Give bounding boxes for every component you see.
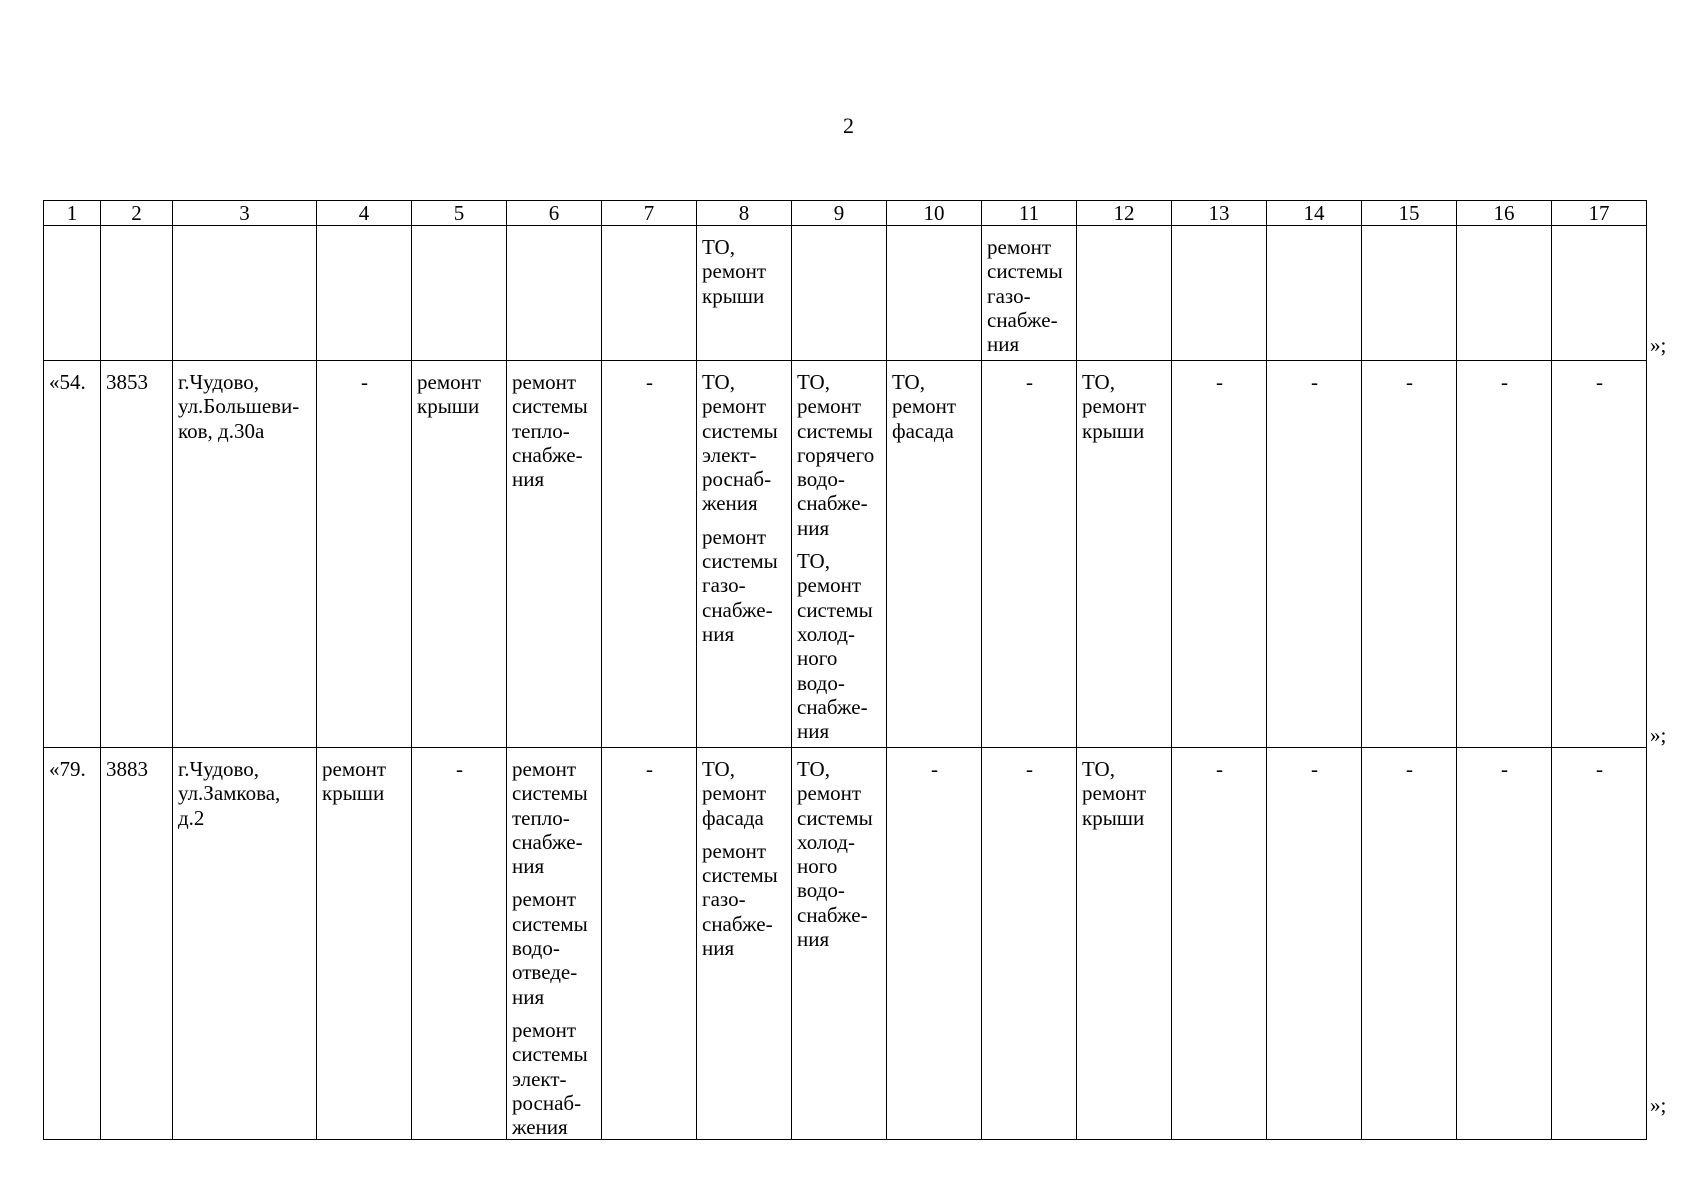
cell-text-line: системы [797,597,873,622]
cell-text-line: д.2 [178,805,205,830]
table-row [44,748,1647,1140]
table-cell [507,226,602,361]
table-cell [1172,361,1267,748]
cell-text-line: - [646,757,653,781]
table-cell [982,361,1077,748]
cell-text-block [49,370,96,394]
table-cell [697,226,792,361]
cell-text-block [512,887,597,1008]
table-cell [1457,748,1552,1140]
cell-text-line: жения [512,1115,568,1140]
cell-text-line: системы [702,549,778,574]
column-number-cell: 4 [317,201,412,226]
cell-text-block [987,757,1072,781]
cell-text-line: ТО, [797,757,830,781]
cell-text-line: системы [797,418,873,443]
table-cell [507,748,602,1140]
cell-text-block [702,839,787,960]
cell-text-line: - [1026,370,1033,394]
cell-text-line: водо- [797,467,845,492]
cell-text-line: газо- [987,283,1031,308]
repair-schedule-table [43,200,1647,1140]
cell-text-line: ремонт [987,235,1052,259]
cell-text-line: фасада [892,418,954,443]
cell-text-line: ТО, [702,235,735,259]
cell-text-line: роснаб- [512,1090,582,1115]
cell-text-block [417,757,502,781]
cell-text-line: крыши [1082,805,1145,830]
cell-text-line: ния [987,332,1020,357]
cell-text-line: снабже- [512,442,583,467]
cell-text-line: ния [797,515,830,540]
cell-text-line: ремонт [1082,781,1147,806]
cell-text-block [178,370,312,443]
column-number-cell: 10 [887,201,982,226]
cell-text-line: ТО, [702,757,735,781]
cell-text-line: ремонт [702,259,767,284]
cell-text-line: системы [512,911,588,936]
cell-text-line: крыши [322,781,385,806]
cell-text-block [702,525,787,646]
table-cell [982,748,1077,1140]
column-number-cell: 3 [173,201,317,226]
cell-text-line: - [1216,757,1223,781]
table-cell [412,226,507,361]
table-cell [887,748,982,1140]
cell-text-line: ул.Большеви- [178,394,300,419]
table-cell [412,748,507,1140]
cell-text-block [106,757,168,781]
table-cell [173,361,317,748]
table-cell [101,748,173,1140]
cell-text-block [1082,370,1167,443]
cell-text-line: ремонт [702,838,767,863]
cell-text-line: водо- [797,878,845,903]
cell-text-line: фасада [702,805,764,830]
cell-text-block [892,370,977,443]
cell-text-line: ния [512,854,545,879]
cell-text-line: ремонт [797,394,862,419]
cell-text-line: ков, д.30а [178,418,265,443]
cell-text-line: ТО, [702,370,735,394]
cell-text-block [1367,757,1452,781]
cell-text-line: крыши [1082,418,1145,443]
cell-text-block [512,1018,597,1139]
cell-text-line: элект- [702,442,757,467]
table-cell [697,361,792,748]
table-cell [697,748,792,1140]
table-cell [1552,748,1647,1140]
cell-text-line: снабже- [797,694,868,719]
column-number-cell: 9 [792,201,887,226]
cell-text-line: ния [512,984,545,1009]
cell-text-line: холод- [797,829,855,854]
cell-text-line: ремонт [702,394,767,419]
cell-text-line: системы [512,394,588,419]
table-cell [1267,748,1362,1140]
row-closing-quote: »; [1650,723,1667,747]
cell-text-block [702,757,787,830]
cell-text-block [1272,370,1357,394]
cell-text-line: ремонт [512,887,577,912]
cell-text-line: ремонт [417,370,482,394]
cell-text-line: ТО, [892,370,925,394]
table-cell [44,226,101,361]
table-cell [602,226,697,361]
table-cell [412,361,507,748]
cell-text-line: ния [702,621,735,646]
table-row [44,361,1647,748]
table-cell [101,361,173,748]
table-cell [1362,226,1457,361]
column-number-row [44,201,1647,226]
cell-text-block [1082,757,1167,830]
cell-text-line: холод- [797,621,855,646]
cell-text-line: ния [702,936,735,961]
cell-text-line: - [1596,370,1603,394]
cell-text-line: ремонт [512,370,577,394]
cell-text-line: ТО, [1082,757,1115,781]
cell-text-line: - [1026,757,1033,781]
row-closing-quote: »; [1650,1093,1667,1117]
cell-text-line: ния [797,927,830,952]
cell-text-line: отведе- [512,960,578,985]
cell-text-block [417,370,502,419]
cell-text-line: г.Чудово, [178,757,260,781]
table-cell [887,361,982,748]
cell-text-block [1557,370,1642,394]
cell-text-line: водо- [512,936,560,961]
cell-text-line: крыши [702,283,765,308]
cell-text-line: ния [512,467,545,492]
cell-text-line: снабже- [702,911,773,936]
cell-text-line: - [1596,757,1603,781]
cell-text-block [702,235,787,308]
cell-text-block [987,370,1072,394]
table-cell [1362,361,1457,748]
cell-text-line: 3853 [106,370,148,394]
cell-text-line: тепло- [512,805,570,830]
table-cell [1552,361,1647,748]
column-number-cell: 1 [44,201,101,226]
cell-text-line: ремонт [512,757,577,781]
table-cell [1077,748,1172,1140]
cell-text-line: газо- [702,573,746,598]
cell-text-line: г.Чудово, [178,370,260,394]
table-cell [887,226,982,361]
cell-text-line: горячего [797,442,875,467]
cell-text-line: - [1501,370,1508,394]
cell-text-line: ния [797,719,830,744]
table-cell [1457,361,1552,748]
table-cell [982,226,1077,361]
cell-text-line: - [1501,757,1508,781]
cell-text-block [49,757,96,781]
cell-text-line: водо- [797,670,845,695]
cell-text-block [1272,757,1357,781]
column-number-cell: 11 [982,201,1077,226]
cell-text-line: системы [512,1042,588,1067]
cell-text-line: ремонт [892,394,957,419]
table-cell [1552,226,1647,361]
table-cell [1267,226,1362,361]
cell-text-line: снабже- [797,491,868,516]
cell-text-line: снабже- [702,597,773,622]
page-number: 2 [843,113,854,138]
column-number-cell: 17 [1552,201,1647,226]
cell-text-line: - [1406,370,1413,394]
cell-text-line: системы [987,259,1063,284]
table-cell [173,226,317,361]
cell-text-block [1177,757,1262,781]
cell-text-line: «54. [49,370,86,394]
cell-text-line: ремонт [797,781,862,806]
cell-text-line: ного [797,646,838,671]
cell-text-line: - [456,757,463,781]
cell-text-line: снабже- [797,902,868,927]
cell-text-line: газо- [702,887,746,912]
cell-text-line: - [1216,370,1223,394]
cell-text-line: - [646,370,653,394]
cell-text-block [797,757,882,951]
cell-text-block [1367,370,1452,394]
table-cell [101,226,173,361]
cell-text-block [322,370,407,394]
cell-text-block [512,757,597,878]
cell-text-line: ТО, [1082,370,1115,394]
table-cell [792,361,887,748]
table-cell [44,361,101,748]
cell-text-line: крыши [417,394,480,419]
cell-text-line: роснаб- [702,467,772,492]
table-cell [602,361,697,748]
cell-text-line: 3883 [106,757,148,781]
column-number-cell: 2 [101,201,173,226]
cell-text-line: элект- [512,1066,567,1091]
column-number-cell: 5 [412,201,507,226]
cell-text-block [106,370,168,394]
cell-text-block [797,549,882,743]
cell-text-block [1557,757,1642,781]
column-number-cell: 7 [602,201,697,226]
table-cell [173,748,317,1140]
table-cell [602,748,697,1140]
cell-text-line: ного [797,854,838,879]
cell-text-block [702,370,787,516]
table-cell [792,748,887,1140]
column-number-cell: 13 [1172,201,1267,226]
cell-text-block [607,370,692,394]
cell-text-line: ул.Замкова, [178,781,281,806]
cell-text-line: ремонт [797,573,862,598]
cell-text-block [1462,370,1547,394]
table-cell [317,361,412,748]
table-cell [317,226,412,361]
column-number-cell: 12 [1077,201,1172,226]
table-cell [1172,226,1267,361]
column-number-cell: 14 [1267,201,1362,226]
cell-text-line: ремонт [512,1017,577,1042]
table-cell [1077,361,1172,748]
cell-text-line: - [361,370,368,394]
cell-text-block [1177,370,1262,394]
cell-text-block [892,757,977,781]
cell-text-line: жения [702,491,758,516]
cell-text-line: системы [702,418,778,443]
column-number-cell: 8 [697,201,792,226]
cell-text-line: ремонт [702,524,767,549]
table-cell [507,361,602,748]
cell-text-block [1462,757,1547,781]
cell-text-line: ремонт [1082,394,1147,419]
table-cell [44,748,101,1140]
table-cell [317,748,412,1140]
cell-text-line: ремонт [702,781,767,806]
row-closing-quote: »; [1650,333,1667,357]
cell-text-line: - [931,757,938,781]
cell-text-line: системы [797,805,873,830]
cell-text-line: системы [702,863,778,888]
cell-text-line: системы [512,781,588,806]
cell-text-line: тепло- [512,418,570,443]
cell-text-block [322,757,407,806]
cell-text-block [797,370,882,540]
cell-text-line: снабже- [512,829,583,854]
cell-text-line: ТО, [797,370,830,394]
cell-text-line: ремонт [322,757,387,781]
cell-text-line: снабже- [987,307,1058,332]
column-number-cell: 6 [507,201,602,226]
cell-text-line: - [1311,757,1318,781]
cell-text-line: - [1406,757,1413,781]
table-cell [1172,748,1267,1140]
column-number-cell: 15 [1362,201,1457,226]
table-row [44,226,1647,361]
cell-text-line: - [1311,370,1318,394]
cell-text-line: «79. [49,757,86,781]
cell-text-line: ТО, [797,549,830,574]
table-cell [1362,748,1457,1140]
table-cell [1457,226,1552,361]
table-cell [792,226,887,361]
table-cell [1267,361,1362,748]
table-cell [1077,226,1172,361]
cell-text-block [512,370,597,491]
cell-text-block [607,757,692,781]
cell-text-block [178,757,312,830]
column-number-cell: 16 [1457,201,1552,226]
cell-text-block [987,235,1072,356]
